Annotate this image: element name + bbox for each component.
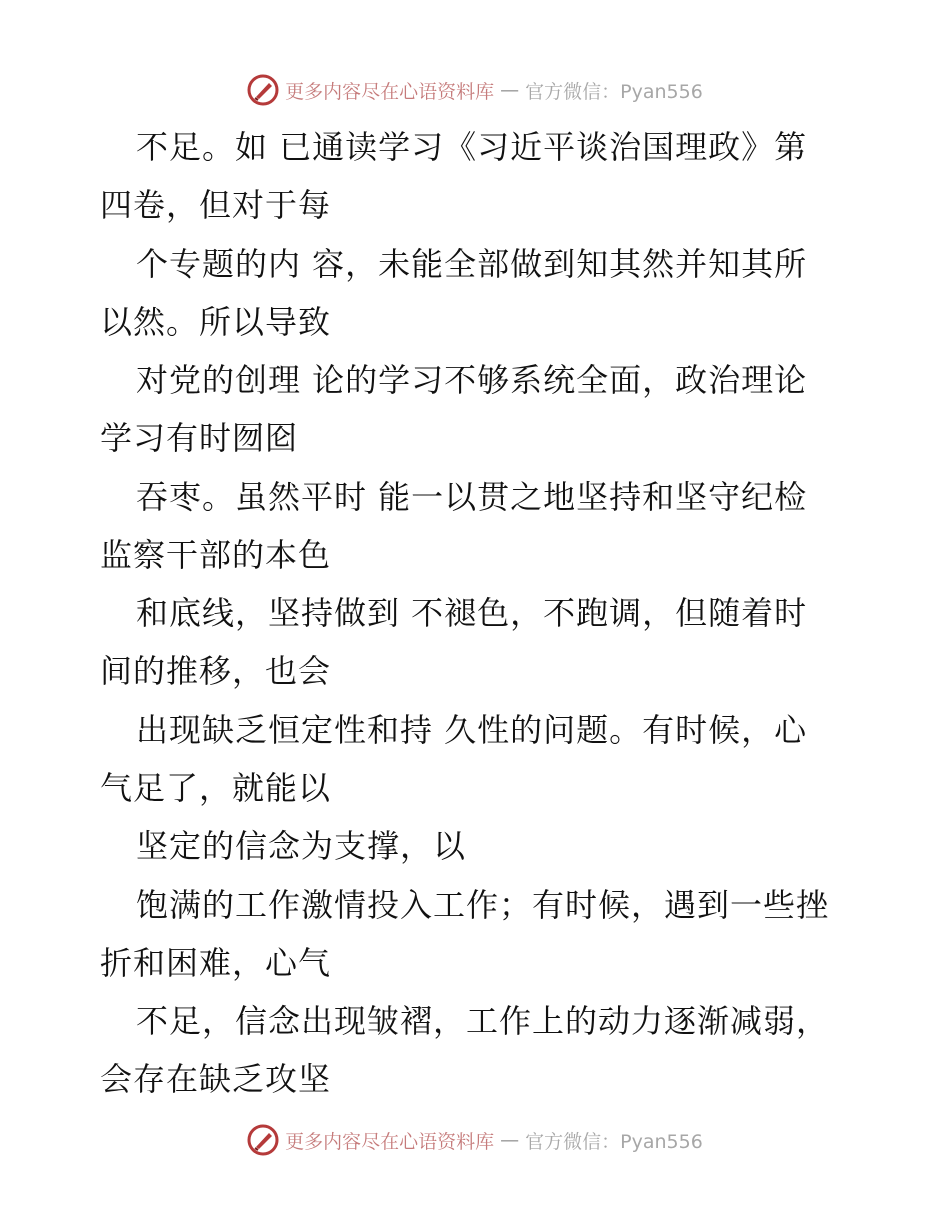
watermark-contact: 官方微信：Pyan556 bbox=[525, 80, 703, 103]
watermark-dash: — bbox=[500, 1129, 520, 1151]
pen-logo-icon bbox=[247, 74, 279, 106]
watermark-text: 更多内容尽在心语资料库 bbox=[285, 80, 495, 103]
text-line: 四卷，但对于每 bbox=[100, 186, 332, 224]
footer-watermark bbox=[0, 1124, 950, 1156]
text-line: 坚定的信念为支撑，以 bbox=[136, 827, 467, 865]
text-line: 会存在缺乏攻坚 bbox=[100, 1060, 332, 1098]
text-line: 折和困难，心气 bbox=[100, 944, 332, 982]
text-line: 以然。所以导致 bbox=[100, 303, 332, 341]
text-line: 出现缺乏恒定性和持 久性的问题。有时候，心 bbox=[136, 711, 808, 749]
text-line: 间的推移，也会 bbox=[100, 652, 332, 690]
watermark-text: 更多内容尽在心语资料库 bbox=[285, 1130, 495, 1153]
text-line: 对党的创理 论的学习不够系统全面，政治理论 bbox=[136, 361, 808, 399]
text-line: 监察干部的本色 bbox=[100, 536, 332, 574]
watermark-contact: 官方微信：Pyan556 bbox=[525, 1130, 703, 1153]
text-line: 气足了，就能以 bbox=[100, 769, 332, 807]
pen-logo-icon bbox=[247, 1124, 279, 1156]
text-line: 学习有时囫囵 bbox=[100, 419, 299, 457]
header-watermark bbox=[0, 74, 950, 106]
text-line: 和底线，坚持做到 不褪色，不跑调，但随着时 bbox=[136, 594, 808, 632]
text-line: 吞枣。虽然平时 能一以贯之地坚持和坚守纪检 bbox=[136, 478, 808, 516]
watermark-dash: — bbox=[500, 79, 520, 101]
text-line: 不足。如 已通读学习《习近平谈治国理政》第 bbox=[136, 128, 808, 166]
text-line: 不足，信念出现皱褶，工作上的动力逐渐减弱， bbox=[136, 1002, 830, 1040]
text-line: 个专题的内 容，未能全部做到知其然并知其所 bbox=[136, 245, 808, 283]
text-line: 饱满的工作激情投入工作；有时候，遇到一些挫 bbox=[136, 886, 830, 924]
